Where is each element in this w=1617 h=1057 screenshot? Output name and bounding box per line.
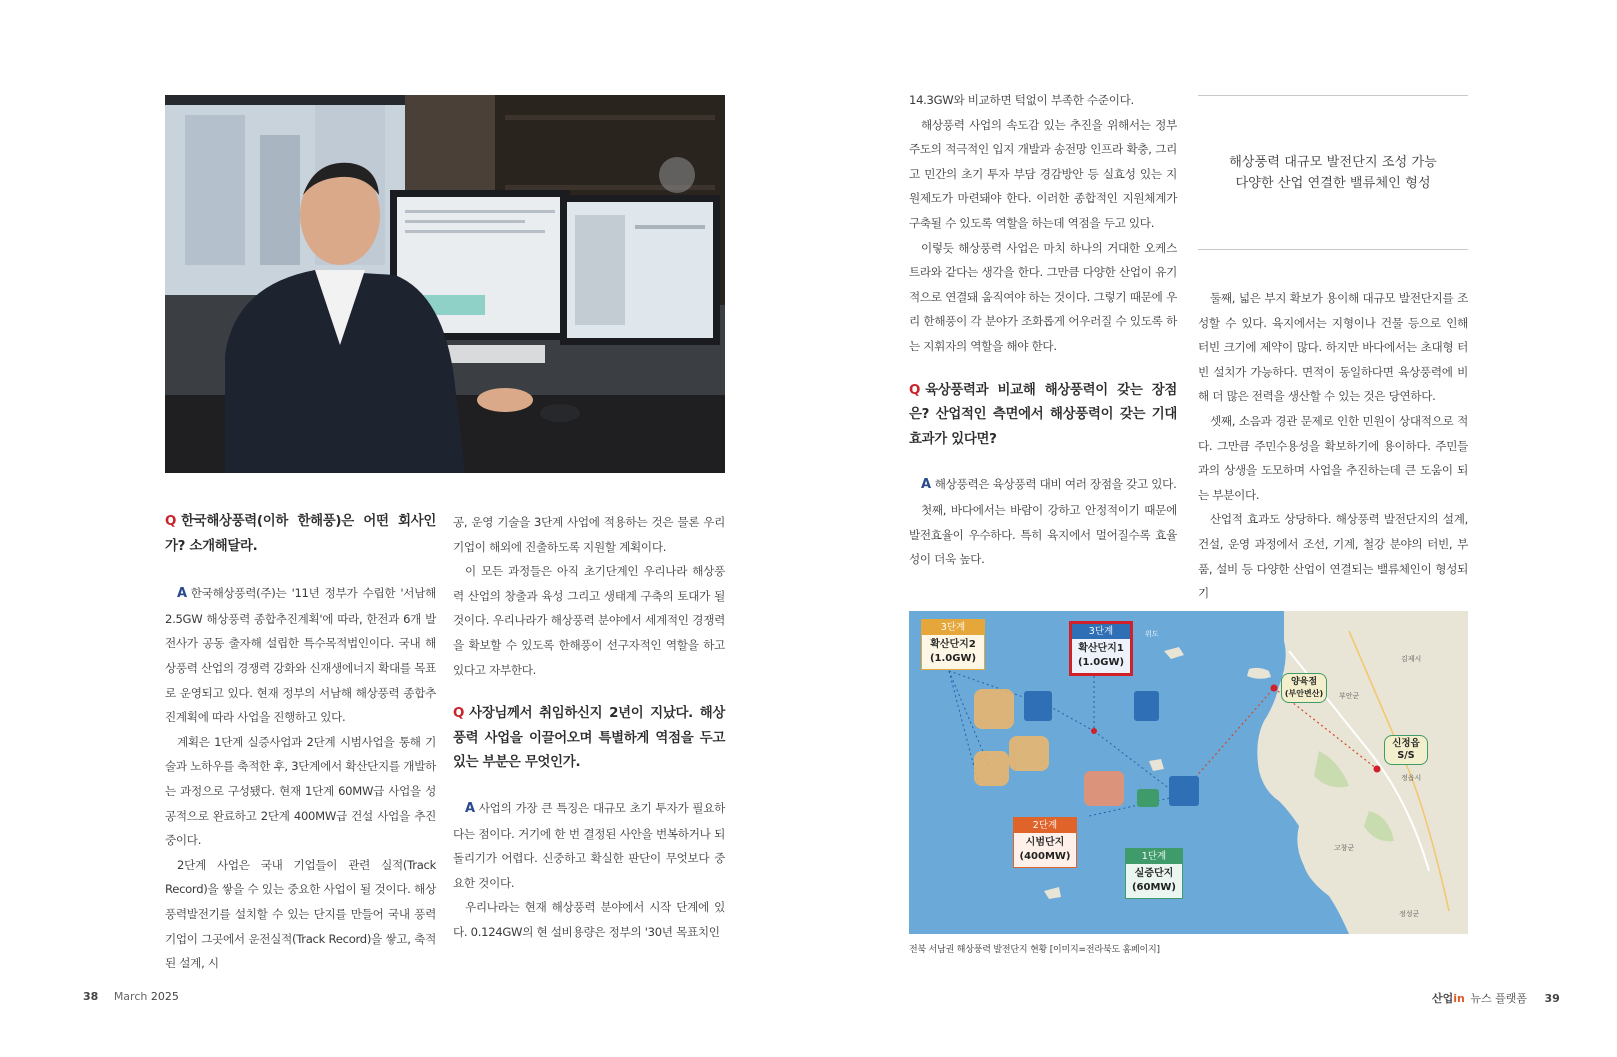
stage3-body <box>1072 639 1130 673</box>
stage3-body-1: 확산단지2 <box>930 639 976 650</box>
stage3-body-2: (1.0GW) <box>1077 657 1125 668</box>
footer-year: 2025 <box>150 990 179 1003</box>
stage3-body <box>922 635 984 669</box>
place-label: 고창군 <box>1334 844 1355 852</box>
footer-left <box>83 990 179 1003</box>
place-label: 정읍시 <box>1401 774 1422 782</box>
map-graphic <box>909 611 1468 934</box>
stage2-body <box>1014 833 1076 867</box>
landing-point-2: (부안변산) <box>1284 689 1324 698</box>
stage2-head: 2단계 <box>1014 818 1076 833</box>
landing-point-label <box>1281 673 1327 703</box>
stage1-body-1: 실증단지 <box>1134 868 1174 879</box>
stage3-expansion1-label <box>1069 621 1133 676</box>
question-1-text: 한국해상풍력(이하 한해풍)은 어떤 회사인가? 소개해달라. <box>165 514 436 554</box>
question-1 <box>165 510 436 559</box>
paragraph: 이렇듯 해상풍력 사업은 마치 하나의 거대한 오케스트라와 같다는 생각을 한다. 그만큼 다양한 산업이 유기적으로 연결돼 움직여야 하는 것이다. 그렇기 때문에 우리 한해풍이 각 분야가 조화롭게 어우러질 수 있도록 하는 지휘자의 역할을 해야 한다. <box>909 240 1177 353</box>
answer-2 <box>453 796 725 895</box>
question-3 <box>909 379 1177 453</box>
q-mark: Q <box>453 706 465 722</box>
a-mark: A <box>921 477 931 493</box>
answer-2-text: 사업의 가장 큰 특징은 대규모 초기 투자가 필요하다는 점이다. 거기에 한 번 결정된 사안을 번복하거나 되돌리기가 어렵다. 신중하고 확실한 판단이 무엇보다 중요한 것이다. <box>453 800 725 890</box>
paragraph: 14.3GW와 비교하면 턱없이 부족한 수준이다. <box>909 93 1134 107</box>
paragraph: 이 모든 과정들은 아직 초기단계인 우리나라 해상풍력 산업의 창출과 육성 그리고 생태계 구축의 토대가 될 것이다. 우리나라가 해상풍력 분야에서 세계적인 경쟁력을 확보할 수 있도록 한해풍이 선구자적인 역할을 하고 있다고 자부한다. <box>453 564 725 677</box>
q-mark: Q <box>165 514 177 529</box>
paragraph: 공, 운영 기술을 3단계 사업에 적용하는 것은 물론 우리 기업이 해외에 진출하도록 지원할 계획이다. <box>453 515 725 554</box>
paragraph: 2단계 사업은 국내 기업들이 관련 실적(Track Record)을 쌓을 수 있는 중요한 사업이 될 것이다. 해상풍력발전기를 설치할 수 있는 단지를 만들어 국내 풍력기업이 그곳에서 운전실적(Track Record)을 쌓고, 축적된 설계, 시 <box>165 857 436 971</box>
stage1-body-2: (60MW) <box>1131 882 1177 893</box>
a-mark: A <box>177 586 187 602</box>
paragraph: 둘째, 넓은 부지 확보가 용이해 대규모 발전단지를 조성할 수 있다. 육지에서는 지형이나 건물 등으로 인해 터빈 크기에 제약이 많다. 하지만 바다에서는 초대형 터빈 설치가 가능하다. 면적이 동일하다면 육상풍력에 비해 더 많은 전력을 생산할 수 있는 것은 당연하다. <box>1198 291 1468 404</box>
wind-farm-map <box>909 611 1468 934</box>
question-3-text: 육상풍력과 비교해 해상풍력이 갖는 장점은? 산업적인 측면에서 해상풍력이 갖는 기대효과가 있다면? <box>909 382 1177 447</box>
footer-right <box>1432 990 1560 1006</box>
page-number-left: 38 <box>83 990 99 1003</box>
pull-quote-line-1: 해상풍력 대규모 발전단지 조성 가능 <box>1229 155 1437 170</box>
substation-1: 신정읍 <box>1392 738 1420 749</box>
answer-3-text: 해상풍력은 육상풍력 대비 여러 장점을 갖고 있다. <box>934 477 1177 492</box>
place-label: 위도 <box>1145 630 1159 638</box>
page-number-right: 39 <box>1544 992 1560 1005</box>
brand-part-2: in <box>1453 992 1465 1005</box>
brand-part-3: 뉴스 플랫폼 <box>1470 992 1528 1005</box>
pull-quote-line-2: 다양한 산업 연결한 밸류체인 형성 <box>1235 176 1431 191</box>
answer-1-text: 한국해상풍력(주)는 '11년 정부가 수립한 '서남해 2.5GW 해상풍력 종합추진계획'에 따라, 한전과 6개 발전사가 공동 출자해 설립한 특수목적법인이다. 국내 해상풍력 산업의 경쟁력 강화와 신재생에너지 확대를 목표로 운영되고 있다. 현재 정부의 서남해 해상풍력 종합추진계획에 따라 사업을 진행하고 있다. <box>165 586 437 725</box>
stage3-expansion2-label <box>921 619 985 670</box>
paragraph: 산업적 효과도 상당하다. 해상풍력 발전단지의 설계, 건설, 운영 과정에서 조선, 기계, 철강 분야의 터빈, 부품, 설비 등 다양한 산업이 연결되는 밸류체인이 형성되기 <box>1198 512 1468 601</box>
right-column-b <box>1198 286 1468 606</box>
brand-part-1: 산업 <box>1432 992 1454 1005</box>
stage1-head: 1단계 <box>1126 849 1182 864</box>
paragraph: 우리나라는 현재 해상풍력 분야에서 시작 단계에 있다. 0.124GW의 현 설비용량은 정부의 '30년 목표치인 <box>453 900 725 939</box>
right-column-a <box>909 88 1177 572</box>
stage2-body-2: (400MW) <box>1019 851 1071 862</box>
stage3-head: 3단계 <box>922 620 984 635</box>
substation-label <box>1384 735 1428 765</box>
stage1-demo-label <box>1125 848 1183 899</box>
landing-point-1: 양육점 <box>1290 677 1318 687</box>
place-label: 정성군 <box>1399 910 1420 918</box>
stage3-body-1: 확산단지1 <box>1078 643 1124 654</box>
paragraph: 해상풍력 사업의 속도감 있는 추진을 위해서는 정부 주도의 적극적인 입지 개발과 송전망 인프라 확충, 그리고 민간의 초기 투자 부담 경감방안 등 실효성 있는 지원제도가 마련돼야 한다. 이러한 종합적인 지원체계가 구축될 수 있도록 역할을 하는데 역점을 두고 있다. <box>909 117 1177 230</box>
stage2-body-1: 시범단지 <box>1025 837 1065 848</box>
paragraph: 셋째, 소음과 경관 문제로 인한 민원이 상대적으로 적다. 그만큼 주민수용성을 확보하기에 용이하다. 주민들과의 상생을 도모하며 사업을 추진하는데 큰 도움이 되는 부분이다. <box>1198 413 1468 502</box>
stage2-pilot-label <box>1013 817 1077 868</box>
paragraph: 첫째, 바다에서는 바람이 강하고 안정적이기 때문에 발전효율이 우수하다. 특히 육지에서 멀어질수록 효율성이 더욱 높다. <box>909 502 1177 567</box>
paragraph: 계획은 1단계 실증사업과 2단계 시범사업을 통해 기술과 노하우를 축적한 후, 3단계에서 확산단지를 개발하는 과정으로 구성됐다. 현재 1단계 60MW급 사업을 성공적으로 완료하고 2단계 400MW급 건설 사업을 추진 중이다. <box>165 734 436 848</box>
stage1-body <box>1126 864 1182 898</box>
a-mark: A <box>465 800 475 816</box>
ceo-photo <box>165 95 725 473</box>
place-label: 부안군 <box>1339 692 1360 700</box>
left-column <box>165 510 436 976</box>
footer-month: March <box>113 990 148 1003</box>
answer-1 <box>165 581 436 730</box>
substation-2: S/S <box>1397 750 1415 761</box>
stage3-head: 3단계 <box>1072 624 1130 639</box>
answer-3 <box>909 472 1177 498</box>
map-caption: 전북 서남권 해상풍력 발전단지 현황 [이미지=전라북도 홈페이지] <box>909 945 1160 955</box>
stage3-body-2: (1.0GW) <box>929 653 977 664</box>
question-2 <box>453 702 725 776</box>
place-label: 김제시 <box>1401 655 1422 663</box>
question-2-text: 사장님께서 취임하신지 2년이 지났다. 해상풍력 사업을 이끌어오며 특별하게 역점을 두고 있는 부분은 무엇인가. <box>453 706 725 771</box>
q-mark: Q <box>909 382 921 398</box>
pull-quote <box>1198 95 1468 250</box>
ceo-portrait-photo-icon <box>165 95 725 473</box>
middle-column <box>453 510 725 945</box>
